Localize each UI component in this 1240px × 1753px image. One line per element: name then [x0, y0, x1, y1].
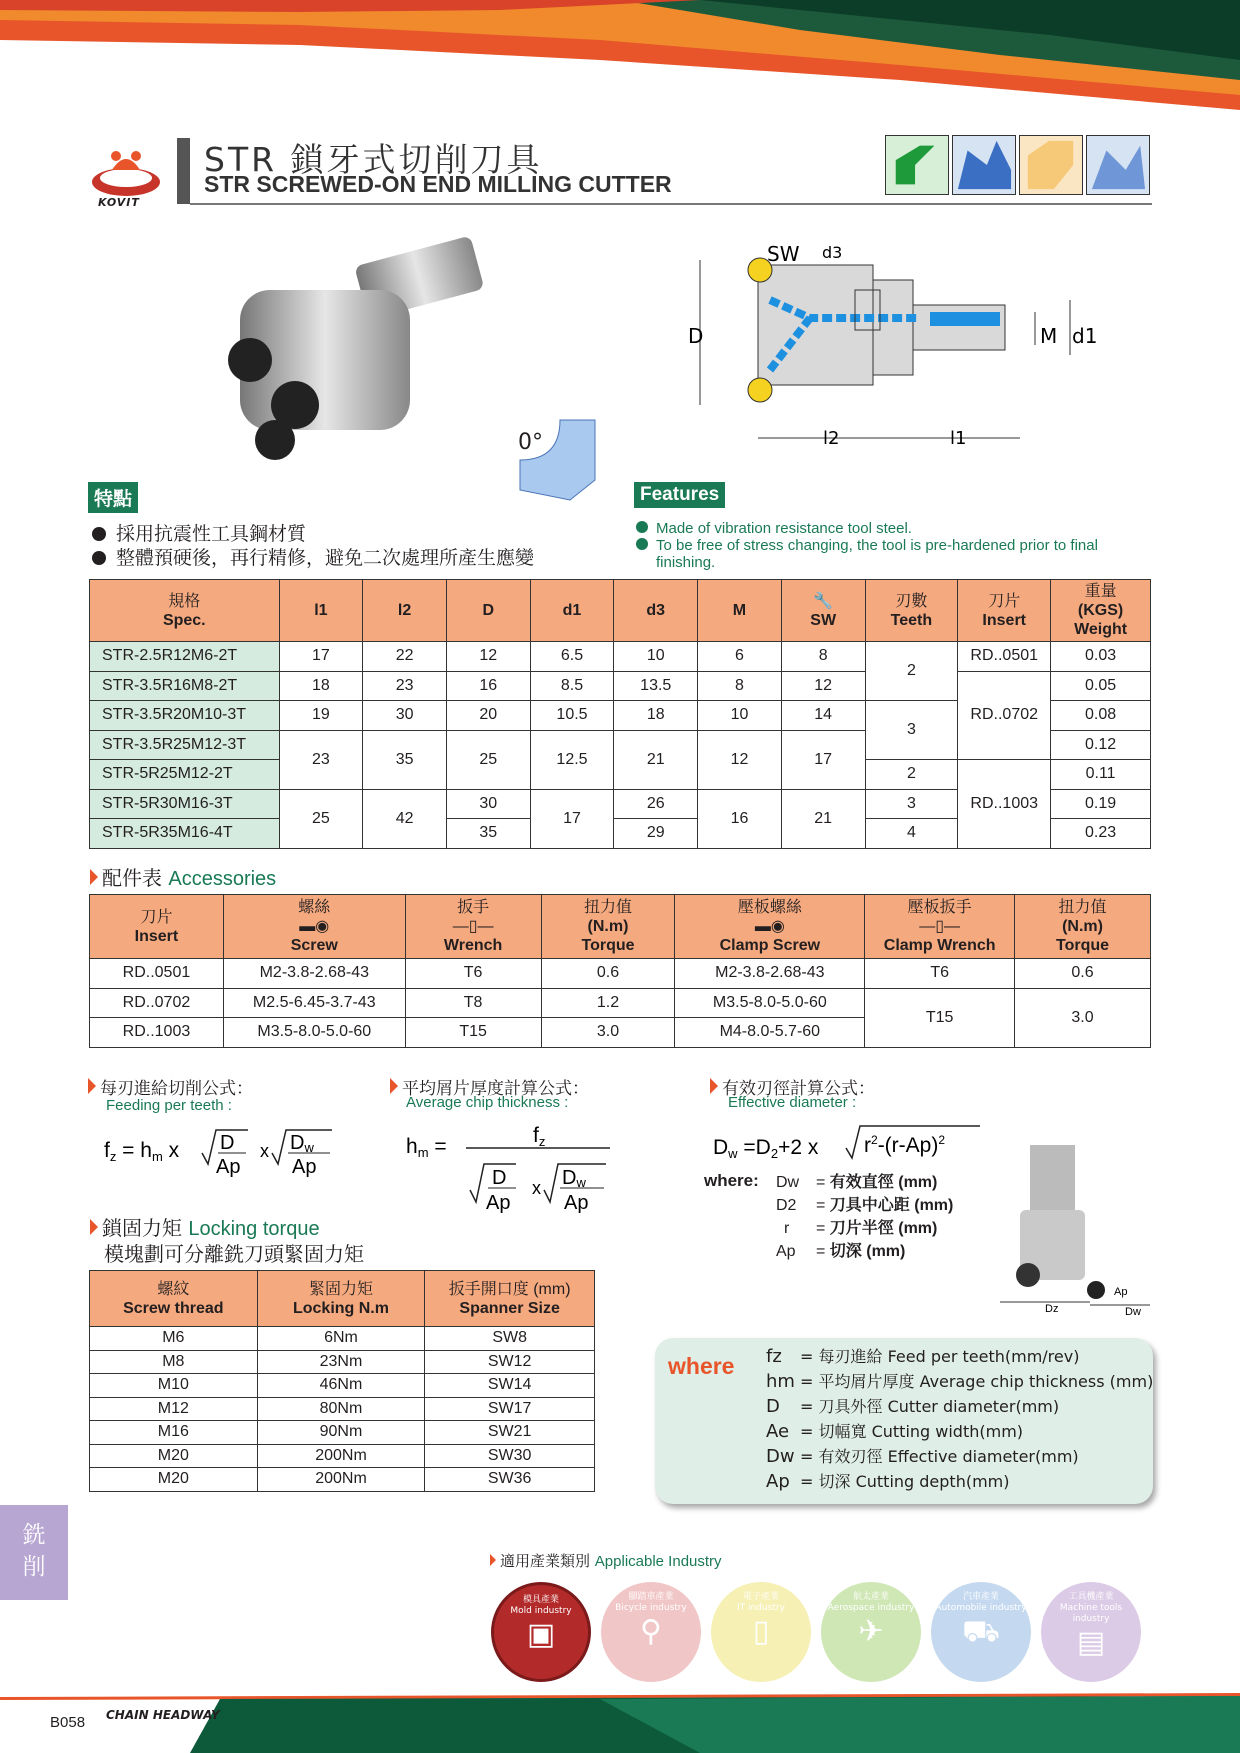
cell: 35 — [446, 819, 530, 849]
cutter-photo — [990, 1140, 1155, 1318]
svg-text:Dw: Dw — [562, 1167, 586, 1190]
cell: RD..0702 — [958, 671, 1051, 760]
cell: 80Nm — [257, 1397, 425, 1421]
svg-text:D: D — [492, 1167, 507, 1189]
cell: M3.5-8.0-5.0-60 — [675, 988, 865, 1018]
legend-item: D = 刀具外徑 Cutter diameter(mm) — [766, 1396, 1060, 1417]
cell: 0.03 — [1051, 642, 1151, 672]
cell: 29 — [614, 819, 698, 849]
wrench-icon: —▯— — [452, 918, 494, 935]
cell: SW30 — [425, 1444, 595, 1468]
cell: 23Nm — [257, 1350, 425, 1374]
industry-title: 適用產業類別 Applicable Industry — [490, 1550, 722, 1571]
material-hardened-icon — [1086, 135, 1150, 195]
phone-icon: ▯ — [752, 1614, 770, 1649]
page-title-zh: STR 鎖牙式切削刀具 — [204, 140, 543, 179]
top-decorative-band — [0, 0, 1240, 120]
cell: T8 — [405, 988, 541, 1018]
screw-icon: ▬◉ — [754, 918, 785, 935]
cell: 10.5 — [530, 701, 614, 731]
cell: 0.19 — [1051, 789, 1151, 819]
cell: M16 — [90, 1421, 258, 1445]
bicycle-icon: ⚲ — [640, 1614, 662, 1649]
cell: 2 — [865, 760, 958, 790]
cell: M4-8.0-5.7-60 — [675, 1018, 865, 1048]
cell: M12 — [90, 1397, 258, 1421]
car-icon: ⛟ — [962, 1614, 1000, 1649]
cell-spec: STR-2.5R12M6-2T — [90, 642, 280, 672]
cell: T6 — [405, 959, 541, 989]
title-underline — [190, 203, 1152, 205]
col-l2: l2 — [363, 580, 447, 642]
cell: 35 — [363, 730, 447, 789]
cell: RD..1003 — [90, 1018, 224, 1048]
table-row — [90, 671, 1151, 701]
cell: M20 — [90, 1468, 258, 1492]
col-SW: 🔧 SW — [781, 580, 865, 642]
drawing-label-D: D — [688, 324, 704, 348]
drawing-label-M: M — [1040, 324, 1058, 348]
col-spec: 規格 Spec. — [90, 580, 280, 642]
logo-text: KOVIT — [98, 196, 140, 209]
eff-formula-title: 有效刃徑計算公式： — [710, 1074, 875, 1099]
bullet-icon — [636, 521, 648, 533]
title-accent-bar — [177, 138, 190, 204]
section-side-tab[interactable]: 銑 削 — [0, 1505, 68, 1600]
cell: 8 — [781, 642, 865, 672]
zero-degree-insert-icon — [500, 410, 600, 502]
col-clamp-wrench: 壓板扳手 —▯— Clamp Wrench — [865, 895, 1015, 959]
drawing-label-l1: l1 — [950, 428, 967, 449]
svg-text:fz: fz — [533, 1124, 546, 1149]
col-d3: d3 — [614, 580, 698, 642]
svg-text:Dw: Dw — [290, 1132, 314, 1155]
cell: RD..1003 — [958, 760, 1051, 849]
product-photo — [200, 240, 520, 470]
cell: SW36 — [425, 1468, 595, 1492]
cell: 20 — [446, 701, 530, 731]
where-list — [776, 1171, 953, 1263]
cell: 0.6 — [1015, 959, 1151, 989]
cell-spec: STR-3.5R16M8-2T — [90, 671, 280, 701]
industry-aerospace[interactable]: 航太產業 Aerospace industry ✈ — [821, 1582, 921, 1682]
features-badge-zh: 特點 — [88, 482, 138, 513]
cell: RD..0702 — [90, 988, 224, 1018]
table-row — [90, 1350, 595, 1374]
material-stainless-icon — [952, 135, 1016, 195]
cell: 2 — [865, 642, 958, 701]
table-row — [90, 1397, 595, 1421]
cell: 0.23 — [1051, 819, 1151, 849]
svg-text:x: x — [532, 1178, 541, 1198]
svg-text:fz = hm x: fz = hm x — [104, 1139, 180, 1164]
cell: 12 — [698, 730, 782, 789]
feature-en-item: Made of vibration resistance tool steel. — [636, 520, 912, 537]
cell: 0.05 — [1051, 671, 1151, 701]
cell: 30 — [446, 789, 530, 819]
cell: 3.0 — [1015, 988, 1151, 1047]
col-D: D — [446, 580, 530, 642]
triangle-icon — [88, 1078, 96, 1094]
cell-spec: STR-3.5R20M10-3T — [90, 701, 280, 731]
feed-formula-subtitle: Feeding per teeth : — [106, 1097, 232, 1114]
cell: 17 — [279, 642, 363, 672]
cell: 16 — [446, 671, 530, 701]
cell: 21 — [781, 789, 865, 848]
photo-label-dz: Dz — [1045, 1303, 1059, 1315]
locking-title: 鎖固力矩 Locking torque — [90, 1212, 320, 1241]
drawing-label-d3: d3 — [822, 243, 843, 262]
cell: 42 — [363, 789, 447, 848]
cell: 46Nm — [257, 1374, 425, 1398]
spec-table — [89, 579, 1151, 849]
svg-text:Ap: Ap — [564, 1192, 589, 1214]
legend-label: where — [668, 1353, 735, 1379]
cell: SW14 — [425, 1374, 595, 1398]
cell: 8.5 — [530, 671, 614, 701]
cell: 23 — [279, 730, 363, 789]
cell: M2.5-6.45-3.7-43 — [223, 988, 405, 1018]
page-number: B058 — [50, 1714, 86, 1731]
cell: 0.08 — [1051, 701, 1151, 731]
cell: T15 — [405, 1018, 541, 1048]
wrench-icon: 🔧 — [813, 592, 834, 610]
industry-automobile[interactable]: 汽車產業 Automobile industry ⛟ — [931, 1582, 1031, 1682]
legend-item: Ap = 切深 Cutting depth(mm) — [766, 1471, 1010, 1492]
col-screw: 螺絲 ▬◉ Screw — [223, 895, 405, 959]
legend-item: Dw = 有效刃徑 Effective diameter(mm) — [766, 1446, 1079, 1467]
svg-text:Ap: Ap — [216, 1156, 241, 1178]
col-locking: 緊固力矩 Locking N.m — [257, 1271, 425, 1327]
col-teeth: 刃數 Teeth — [865, 580, 958, 642]
col-thread: 螺紋 Screw thread — [90, 1271, 258, 1327]
cell: 18 — [279, 671, 363, 701]
cell: M6 — [90, 1327, 258, 1351]
cell: 200Nm — [257, 1444, 425, 1468]
cell: RD..0501 — [958, 642, 1051, 672]
table-row — [90, 1444, 595, 1468]
triangle-icon — [390, 1078, 398, 1094]
cell: 17 — [781, 730, 865, 789]
table-row — [90, 988, 1151, 1018]
col-weight: 重量 (KGS) Weight — [1051, 580, 1151, 642]
eff-formula-subtitle: Effective diameter : — [728, 1094, 857, 1111]
cell: 8 — [698, 671, 782, 701]
cell: 6 — [698, 642, 782, 672]
cell: T15 — [865, 988, 1015, 1047]
cell: M20 — [90, 1444, 258, 1468]
cell-spec: STR-5R35M16-4T — [90, 819, 280, 849]
cell: SW21 — [425, 1421, 595, 1445]
industry-it[interactable]: 電子產業 IT industry ▯ — [711, 1582, 811, 1682]
col-l1: l1 — [279, 580, 363, 642]
feature-zh-item: 整體預硬後，再行精修，避免二次處理所產生應變 — [92, 543, 534, 570]
bullet-icon — [92, 527, 106, 541]
triangle-icon — [490, 1554, 496, 1566]
feature-en-item: To be free of stress changing, the tool is pre-hardened prior to final finishing. — [636, 537, 1156, 571]
cell: 200Nm — [257, 1468, 425, 1492]
svg-text:Ap: Ap — [486, 1192, 511, 1214]
chip-formula-subtitle: Average chip thickness : — [406, 1094, 569, 1111]
cell: M3.5-8.0-5.0-60 — [223, 1018, 405, 1048]
cell: 12 — [446, 642, 530, 672]
footer-brand-logo: CHAIN HEADWAY — [106, 1708, 220, 1722]
triangle-icon — [710, 1078, 718, 1094]
cell-spec: STR-5R25M12-2T — [90, 760, 280, 790]
cell: SW8 — [425, 1327, 595, 1351]
feed-formula — [100, 1118, 340, 1178]
svg-text:x: x — [260, 1141, 269, 1161]
where-label: where: — [704, 1171, 759, 1190]
cell: 12 — [781, 671, 865, 701]
cell: 1.2 — [541, 988, 675, 1018]
features-badge-en: Features — [634, 482, 725, 508]
screw-icon: ▬◉ — [299, 918, 330, 935]
cell: 25 — [279, 789, 363, 848]
cell: 0.12 — [1051, 730, 1151, 760]
cell: 10 — [614, 642, 698, 672]
mold-icon: ▣ — [526, 1617, 556, 1652]
page-title-en: STR SCREWED-ON END MILLING CUTTER — [204, 171, 672, 197]
cell: M10 — [90, 1374, 258, 1398]
table-row — [90, 1468, 595, 1492]
cell: 14 — [781, 701, 865, 731]
cell: 6.5 — [530, 642, 614, 672]
cell: 18 — [614, 701, 698, 731]
cell: 21 — [614, 730, 698, 789]
wrench-icon: —▯— — [919, 918, 961, 935]
feature-zh-item: 採用抗震性工具鋼材質 — [92, 519, 306, 546]
cell: RD..0501 — [90, 959, 224, 989]
angle-label: 0° — [518, 430, 543, 455]
cell-spec: STR-3.5R25M12-3T — [90, 730, 280, 760]
cell: 30 — [363, 701, 447, 731]
cell: 23 — [363, 671, 447, 701]
cell: 10 — [698, 701, 782, 731]
cell: 4 — [865, 819, 958, 849]
cell: 0.11 — [1051, 760, 1151, 790]
drawing-label-d1: d1 — [1072, 324, 1098, 348]
table-row — [90, 1421, 595, 1445]
cell: M8 — [90, 1350, 258, 1374]
accessories-title: 配件表 Accessories — [90, 862, 276, 891]
triangle-icon — [90, 1219, 98, 1235]
svg-text:D: D — [220, 1132, 235, 1154]
table-row — [90, 642, 1151, 672]
where-item: r = 刀片半徑 (mm) — [784, 1220, 938, 1237]
where-item: D2 = 刀具中心距 (mm) — [776, 1197, 954, 1214]
svg-text:r2-(r-Ap)2: $r^2-(r-Ap)^2$ — [864, 1133, 946, 1157]
cell: 25 — [446, 730, 530, 789]
airplane-icon: ✈ — [858, 1614, 884, 1649]
svg-text:Ap: Ap — [292, 1156, 317, 1178]
cell: 26 — [614, 789, 698, 819]
col-spanner: 扳手開口度 (mm) Spanner Size — [425, 1271, 595, 1327]
col-d1: d1 — [530, 580, 614, 642]
cell: 19 — [279, 701, 363, 731]
col-torque: 扭力值 (N.m) Torque — [541, 895, 675, 959]
cell: 3 — [865, 789, 958, 819]
col-insert: 刀片 Insert — [90, 895, 224, 959]
table-row — [90, 1374, 595, 1398]
cell: SW12 — [425, 1350, 595, 1374]
feed-formula-title: 每刃進給切削公式： — [88, 1074, 253, 1099]
col-wrench: 扳手 —▯— Wrench — [405, 895, 541, 959]
chip-formula-title: 平均屑片厚度計算公式： — [390, 1074, 589, 1099]
bullet-icon — [92, 551, 106, 565]
cell: 90Nm — [257, 1421, 425, 1445]
col-M: M — [698, 580, 782, 642]
cell: 12.5 — [530, 730, 614, 789]
bottom-decorative-band — [0, 1693, 1240, 1753]
svg-text:hm =: hm = — [406, 1135, 447, 1160]
cell-spec: STR-5R30M16-3T — [90, 789, 280, 819]
cell: SW17 — [425, 1397, 595, 1421]
col-clamp-screw: 壓板螺絲 ▬◉ Clamp Screw — [675, 895, 865, 959]
where-item: Ap = 切深 (mm) — [776, 1243, 906, 1260]
cell: M2-3.8-2.68-43 — [675, 959, 865, 989]
industry-bicycle[interactable]: 腳踏車產業 Bicycle industry ⚲ — [601, 1582, 701, 1682]
cell: 0.6 — [541, 959, 675, 989]
drawing-label-l2: l2 — [823, 428, 840, 449]
cell: M2-3.8-2.68-43 — [223, 959, 405, 989]
table-row — [90, 1327, 595, 1351]
table-row — [90, 959, 1151, 989]
triangle-icon — [90, 869, 98, 885]
legend-item: fz = 每刃進給 Feed per teeth(mm/rev) — [766, 1346, 1080, 1367]
cell: 17 — [530, 789, 614, 848]
photo-label-dw: Dw — [1125, 1306, 1141, 1318]
chip-formula — [400, 1118, 620, 1213]
industry-machine-tools[interactable]: 工具機產業 Machine tools industry ▤ — [1041, 1582, 1141, 1682]
bullet-icon — [636, 538, 648, 550]
col-insert: 刀片 Insert — [958, 580, 1051, 642]
cell: 22 — [363, 642, 447, 672]
industry-mold[interactable]: 模具產業 Mold industry ▣ — [491, 1582, 591, 1682]
cell: 3 — [865, 701, 958, 760]
material-steel-icon — [885, 135, 949, 195]
cell: 16 — [698, 789, 782, 848]
accessories-table — [89, 894, 1151, 1048]
cell: 6Nm — [257, 1327, 425, 1351]
where-item: Dw = 有效直徑 (mm) — [776, 1174, 938, 1191]
col-torque2: 扭力值 (N.m) Torque — [1015, 895, 1151, 959]
cell: 13.5 — [614, 671, 698, 701]
material-castiron-icon — [1019, 135, 1083, 195]
cell: 3.0 — [541, 1018, 675, 1048]
photo-label-ap: Ap — [1114, 1286, 1128, 1298]
technical-drawing — [690, 240, 1100, 460]
locking-subtitle: 模塊劃可分離銑刀頭緊固力矩 — [104, 1242, 364, 1266]
eff-formula — [710, 1118, 990, 1164]
drawing-label-sw: SW — [767, 242, 800, 266]
legend-item: Ae = 切幅寬 Cutting width(mm) — [766, 1421, 1024, 1442]
cell: T6 — [865, 959, 1015, 989]
svg-text:Dw =D2+2 x: Dw =D2+2 x — [713, 1136, 819, 1161]
legend-item: hm = 平均屑片厚度 Average chip thickness (mm) — [766, 1371, 1154, 1392]
machine-icon: ▤ — [1076, 1625, 1106, 1660]
locking-table — [89, 1270, 595, 1492]
